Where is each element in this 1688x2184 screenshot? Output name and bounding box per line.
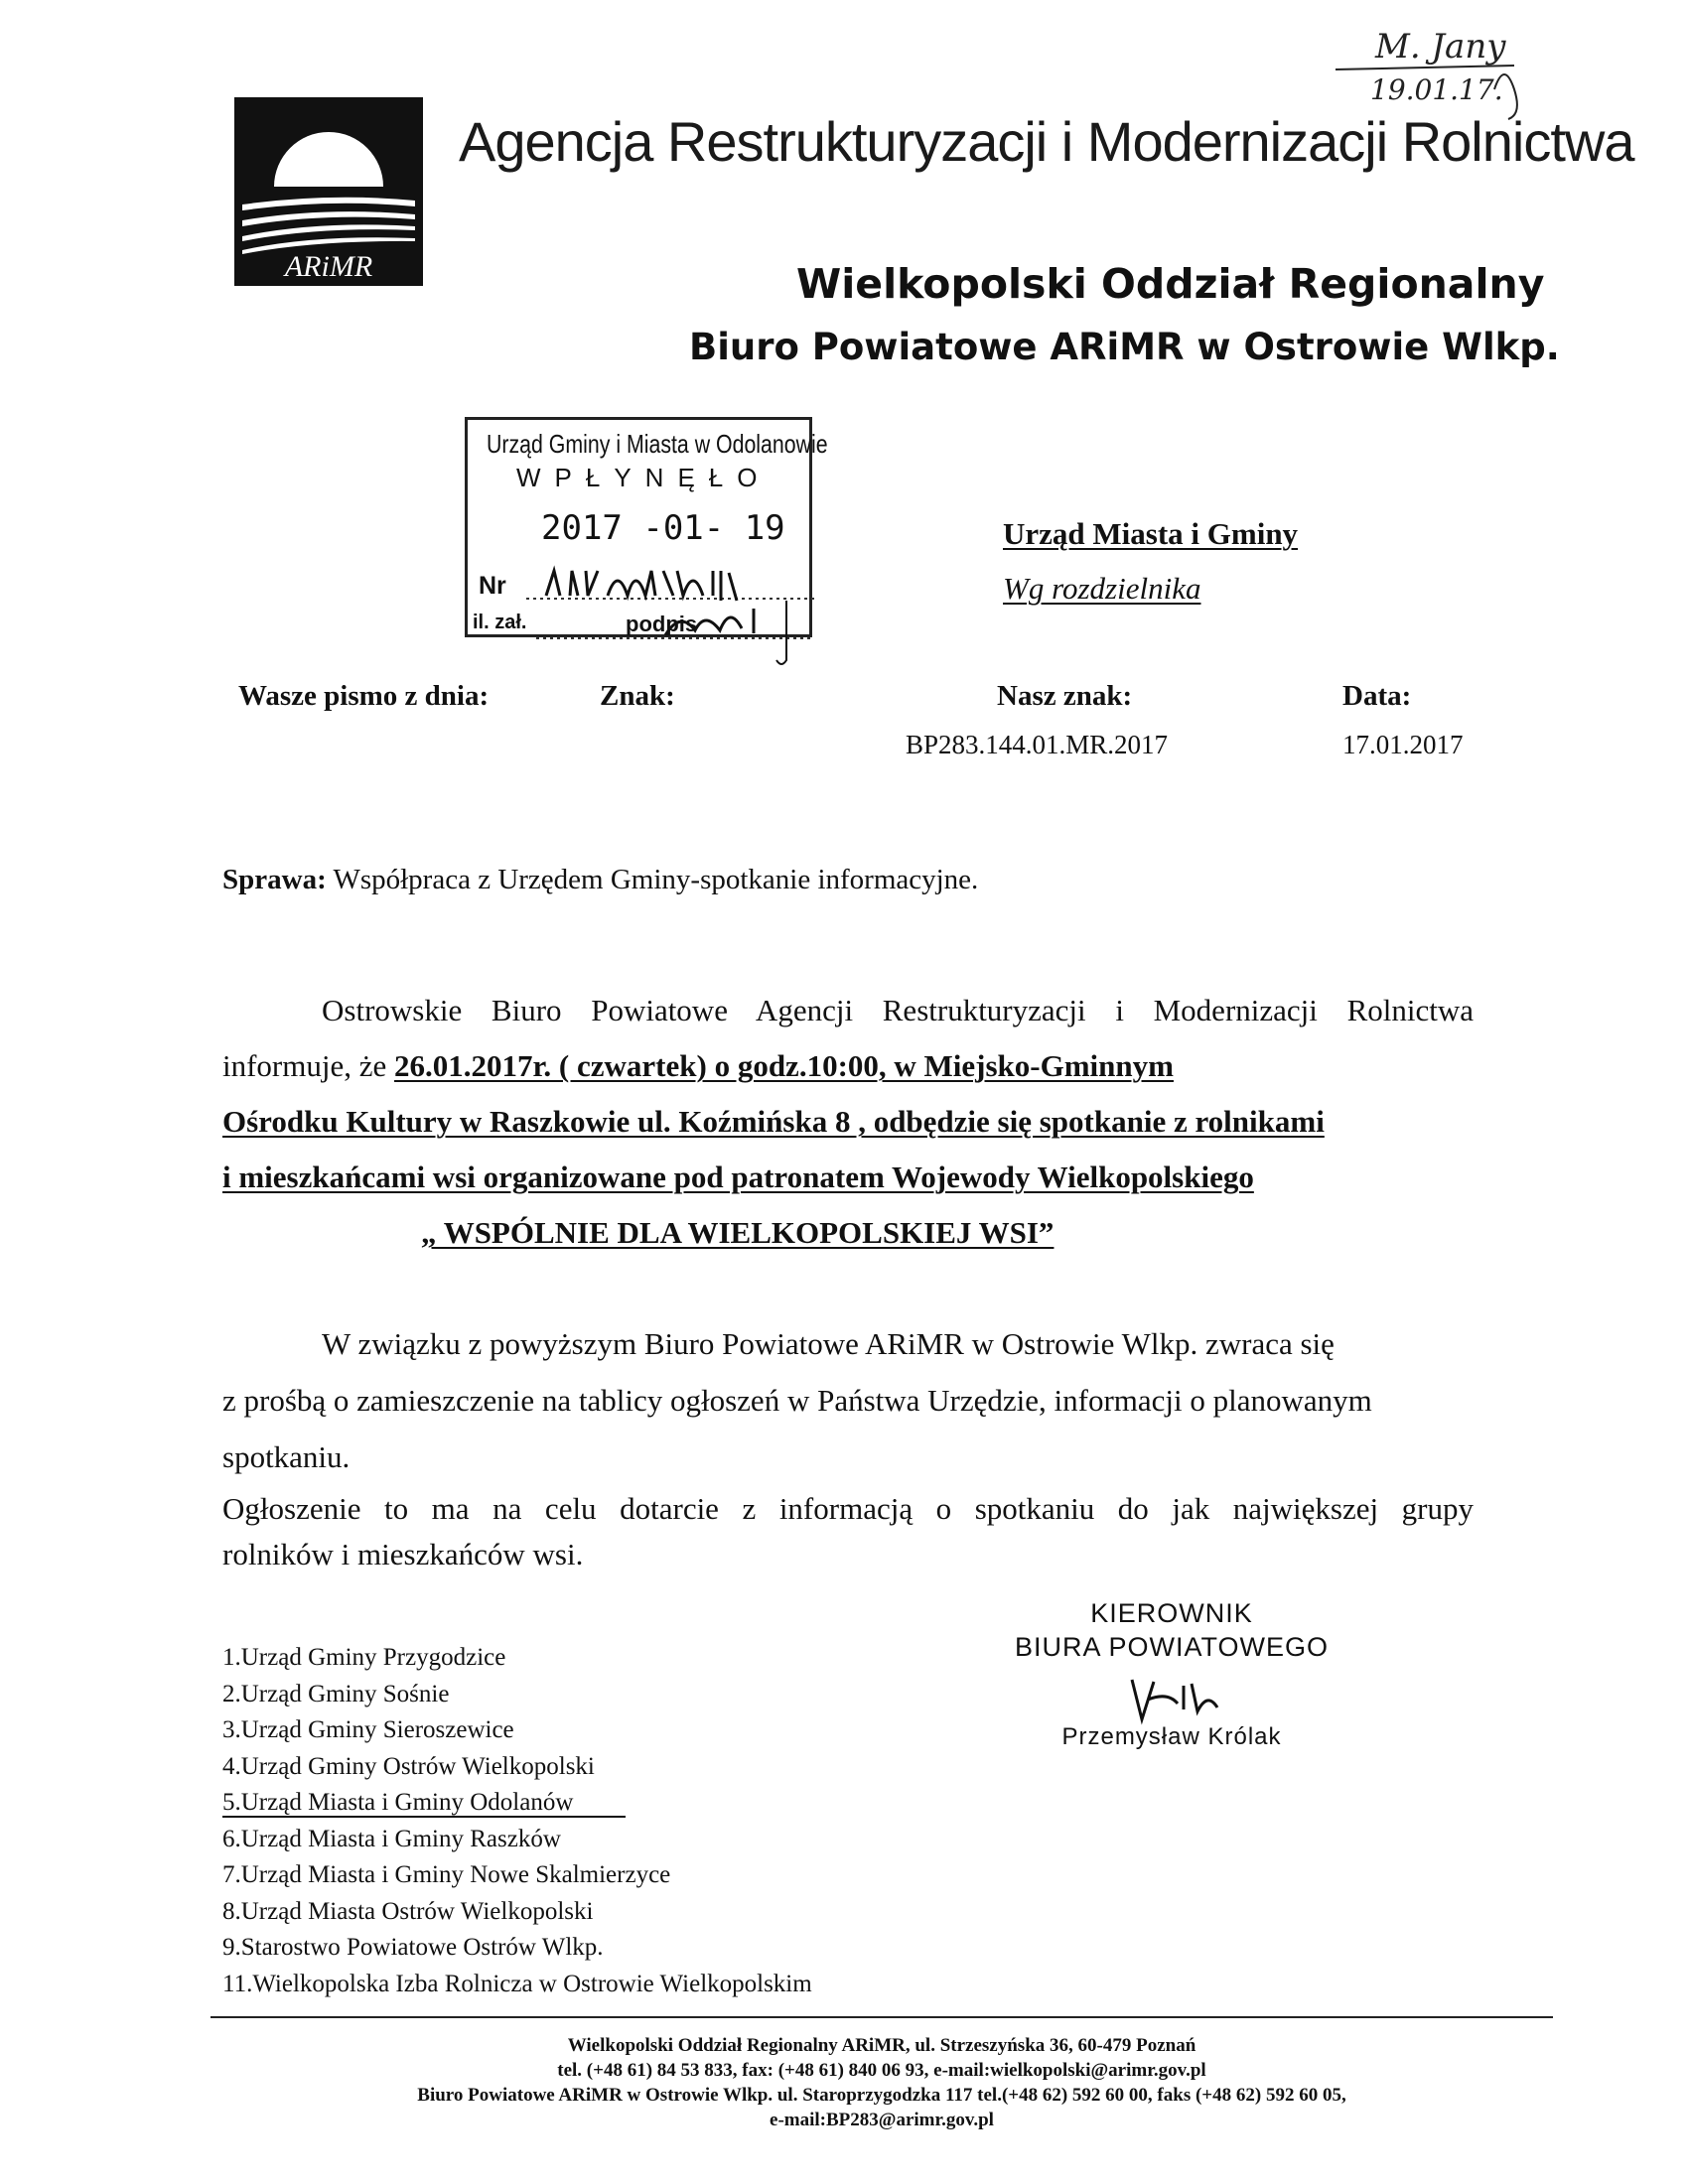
- subject-text: Współpraca z Urzędem Gminy-spotkanie informacyjne.: [333, 864, 979, 895]
- footer-line3: Biuro Powiatowe ARiMR w Ostrowie Wlkp. ul. Staroprzygodzka 117 tel.(+48 62) 592 60 00, faks (+48 62) 592 60 05,: [417, 2085, 1346, 2106]
- handwritten-signature: [1102, 1670, 1241, 1729]
- p1-line1: Ostrowskie Biuro Powiatowe Agencji Restrukturyzacji i Modernizacji Rolnictwa: [322, 993, 1474, 1027]
- handnote-line2: 19.01.17.: [1370, 73, 1503, 106]
- distribution-item: 5.Urząd Miasta i Gminy Odolanów: [222, 1789, 574, 1816]
- handnote-line1: M. Jany: [1375, 27, 1506, 67]
- distribution-item: 6.Urząd Miasta i Gminy Raszków: [222, 1825, 561, 1852]
- p2-line3: spotkaniu.: [222, 1439, 351, 1474]
- distribution-item: 1.Urząd Gminy Przygodzice: [222, 1644, 506, 1671]
- event-date-time: 26.01.2017r. ( czwartek) o godz.10:00, w Miejsko-Gminnym: [394, 1048, 1174, 1083]
- distribution-list: [222, 1640, 812, 2002]
- p1-line2-prefix: informuje, że: [222, 1048, 395, 1083]
- p2-line1: W związku z powyższym Biuro Powiatowe ARiMR w Ostrowie Wlkp. zwraca się: [322, 1326, 1335, 1361]
- your-letter-label: Wasze pismo z dnia:: [238, 680, 490, 712]
- signatory-name: Przemysław Królak: [1061, 1723, 1282, 1750]
- p1-line2: [222, 1038, 1474, 1094]
- agency-name: Agencja Restrukturyzacji i Modernizacji Rolnictwa: [459, 110, 1634, 173]
- footer-divider: [211, 2016, 1553, 2018]
- distribution-item-underline: [222, 1816, 626, 1818]
- recipient-name: Urząd Miasta i Gminy: [1003, 516, 1299, 551]
- distribution-item: 9.Starostwo Powiatowe Ostrów Wlkp.: [222, 1934, 604, 1961]
- distribution-item: 2.Urząd Gminy Sośnie: [222, 1680, 450, 1707]
- footer-line2: tel. (+48 61) 84 53 833, fax: (+48 61) 840 06 93, e-mail:wielkopolski@arimr.gov.pl: [557, 2060, 1206, 2081]
- distribution-item: 7.Urząd Miasta i Gminy Nowe Skalmierzyce: [222, 1861, 671, 1888]
- signature-role-line2: BIURA POWIATOWEGO: [1014, 1632, 1330, 1662]
- p1-line3: Ośrodku Kultury w Raszkowie ul. Koźmińska 8 , odbędzie się spotkanie z rolnikami: [222, 1104, 1325, 1139]
- logo-text: ARiMR: [284, 250, 373, 283]
- paragraph-announcement: [222, 983, 1474, 1261]
- p2-line2: z prośbą o zamieszczenie na tablicy ogłoszeń w Państwa Urzędzie, informacji o planowanym: [222, 1383, 1372, 1418]
- footer-line1: Wielkopolski Oddział Regionalny ARiMR, ul. Strzeszyńska 36, 60-479 Poznań: [567, 2035, 1196, 2056]
- subject-line: [222, 864, 978, 896]
- arimr-logo: [234, 97, 423, 286]
- p3-line2: rolników i mieszkańców wsi.: [222, 1537, 584, 1571]
- date-label: Data:: [1342, 680, 1412, 712]
- county-office-title: Biuro Powiatowe ARiMR w Ostrowie Wlkp.: [689, 326, 1560, 368]
- recipient-distribution-note: Wg rozdzielnika: [1003, 571, 1201, 606]
- stamp-attachments-label: il. zał.: [473, 612, 527, 633]
- paragraph-request: [222, 1315, 1474, 1485]
- stamp-nr-label: Nr: [479, 572, 506, 600]
- stamp-signature-label: podpis: [626, 612, 698, 636]
- our-sign-label: Nasz znak:: [997, 680, 1133, 712]
- distribution-item: 8.Urząd Miasta Ostrów Wielkopolski: [222, 1897, 594, 1925]
- signature-block: [1003, 1596, 1340, 1751]
- distribution-item: 11.Wielkopolska Izba Rolnicza w Ostrowie Wielkopolskim: [222, 1970, 812, 1997]
- event-title: „ WSPÓLNIE DLA WIELKOPOLSKIEJ WSI”: [421, 1215, 1055, 1250]
- date-value: 17.01.2017: [1342, 730, 1464, 759]
- handwritten-annotation: [1316, 20, 1534, 129]
- distribution-item: 3.Urząd Gminy Sieroszewice: [222, 1716, 514, 1743]
- paragraph-purpose: [222, 1486, 1474, 1577]
- p3-line1: Ogłoszenie to ma na celu dotarcie z informacją o spotkaniu do jak największej grupy: [222, 1491, 1474, 1526]
- footer-line4: e-mail:BP283@arimr.gov.pl: [770, 2110, 994, 2130]
- our-sign-value: BP283.144.01.MR.2017: [906, 730, 1169, 759]
- stamp-subtitle: WPŁYNĘŁO: [516, 463, 772, 492]
- stamp-handwriting: [526, 541, 824, 670]
- regional-office-title: Wielkopolski Oddział Regionalny: [796, 260, 1545, 308]
- signature-role-line1: KIEROWNIK: [1090, 1598, 1253, 1628]
- distribution-item: 4.Urząd Gminy Ostrów Wielkopolski: [222, 1752, 595, 1780]
- subject-label: Sprawa:: [222, 864, 327, 895]
- footer-contact: [211, 2033, 1553, 2132]
- stamp-date: 2017 -01- 19: [541, 508, 785, 548]
- sign-label: Znak:: [600, 680, 675, 712]
- stamp-title: Urząd Gminy i Miasta w Odolanowie: [487, 429, 828, 459]
- p1-line4: i mieszkańcami wsi organizowane pod patronatem Wojewody Wielkopolskiego: [222, 1160, 1254, 1194]
